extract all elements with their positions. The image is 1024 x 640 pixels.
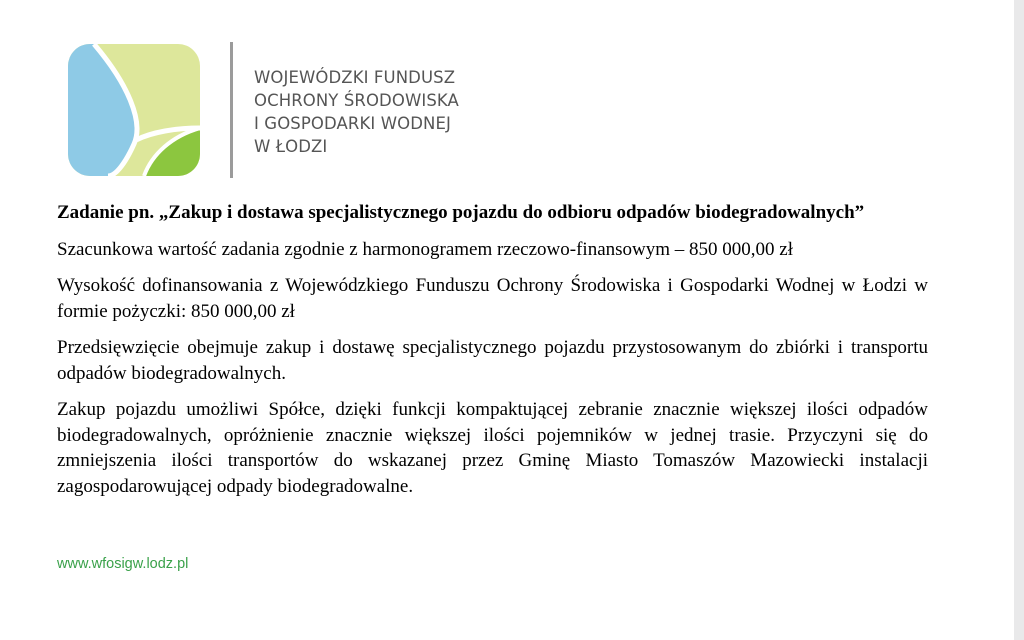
organization-name-line: OCHRONY ŚRODOWISKA <box>254 91 459 110</box>
organization-name <box>254 66 459 158</box>
page-edge <box>1014 0 1024 640</box>
organization-name-line: W ŁODZI <box>254 137 328 156</box>
funding-paragraph: Wysokość dofinansowania z Wojewódzkiego Funduszu Ochrony Środowiska i Gospodarki Wodnej w Łodzi w formie pożyczki: 850 000,00 zł <box>57 275 928 322</box>
website-link[interactable]: www.wfosigw.lodz.pl <box>57 556 189 572</box>
estimated-value-paragraph: Szacunkowa wartość zadania zgodnie z harmonogramem rzeczowo-finansowym – 850 000,00 zł <box>57 238 793 260</box>
task-title: Zadanie pn. „Zakup i dostawa specjalistycznego pojazdu do odbioru odpadów biodegradowalnych” <box>57 202 865 223</box>
header <box>66 42 546 182</box>
document-body <box>57 200 928 510</box>
wfosigw-logo-icon <box>68 44 200 176</box>
scope-paragraph: Przedsięwzięcie obejmuje zakup i dostawę specjalistycznego pojazdu przystosowanym do zbiórki i transportu odpadów biodegradowalnych. <box>57 337 928 384</box>
organization-name-line: I GOSPODARKI WODNEJ <box>254 114 451 133</box>
header-divider <box>230 42 233 178</box>
organization-name-line: WOJEWÓDZKI FUNDUSZ <box>254 68 456 87</box>
benefits-paragraph: Zakup pojazdu umożliwi Spółce, dzięki funkcji kompaktującej zebranie znacznie większej ilości odpadów biodegradowalnych, opróżnienie znacznie większej ilości pojemników w jednej trasie. Przyczyni się do zmniejszenia ilości transportów do wskazanej przez Gminę Miasto Tomaszów Mazowiecki instalacji zagospodarowującej odpady biodegradowalne. <box>57 399 928 497</box>
